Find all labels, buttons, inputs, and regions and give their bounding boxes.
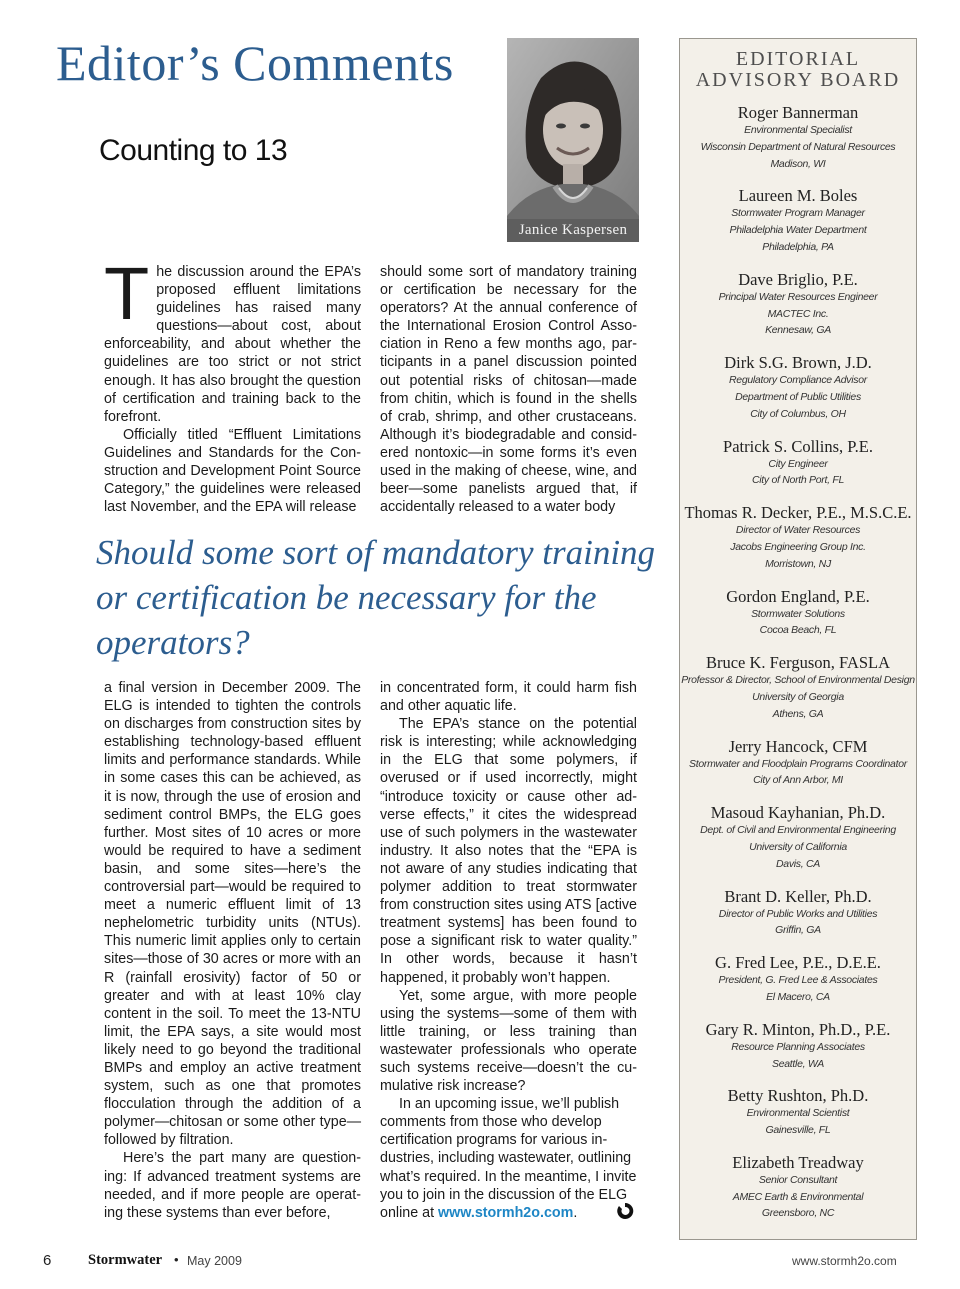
board-member [680, 503, 916, 572]
board-member-name: Bruce K. Ferguson, FASLA [705, 653, 891, 673]
issue-date: May 2009 [187, 1254, 242, 1268]
board-member [680, 1020, 916, 1073]
article-column-2b [380, 679, 637, 1222]
board-member-name: Brant D. Keller, Ph.D. [724, 886, 872, 906]
board-member [680, 186, 916, 255]
board-member-detail: Principal Water Resources Engineer [718, 290, 878, 303]
board-member-detail: Morristown, NJ [765, 557, 831, 570]
board-member-detail: Cocoa Beach, FL [759, 624, 837, 637]
board-member-detail: Resource Planning Associates [731, 1040, 865, 1053]
board-member [680, 353, 916, 422]
board-member [680, 103, 916, 172]
board-member-name: Thomas R. Decker, P.E., M.S.C.E. [684, 503, 912, 523]
board-member-detail: Professor & Director, School of Environmental Design [681, 674, 915, 687]
board-member [680, 1086, 916, 1139]
footer-url[interactable]: www.stormh2o.com [792, 1254, 897, 1268]
board-member-name: Roger Bannerman [737, 103, 859, 122]
board-member-detail: City of Ann Arbor, MI [753, 774, 843, 787]
page-title: Editor’s Comments [56, 35, 454, 91]
board-member-name: Gary R. Minton, Ph.D., P.E. [705, 1019, 891, 1039]
board-member-detail: Director of Public Works and Utilities [718, 907, 878, 920]
article-column-1a [104, 252, 361, 516]
board-member-name: Jerry Hancock, CFM [728, 736, 868, 756]
paragraph: should some sort of mandatory training or certification be necessary for the operators? At the annual conference of the International Erosion Control Association in Reno a few months ago, participants in a panel discussion pointed out potential risks of chitosan—made from chitin, which is found in the shells of crab, shrimp, and other crustaceans. Although it’s biodegradable and considered nontoxic—in some forms it’s even used in the making of cheese, wine, and beer—some panelists argued that, if accidentally released to a water body [380, 264, 637, 516]
board-member [680, 1153, 916, 1222]
board-member-detail: Philadelphia, PA [762, 240, 834, 253]
portrait-illustration [507, 38, 639, 242]
board-member-detail: Wisconsin Department of Natural Resources [700, 140, 896, 153]
article-headline: Counting to 13 [99, 134, 288, 167]
board-member [680, 437, 916, 490]
paragraph: The EPA’s stance on the potential risk is interesting; while acknowledging in the ELG that some polymers, if overused or if used incorrectly, might “introduce toxicity or cause other adverse effects,” it cites the widespread use of such polymers in the wastewater industry. It also notes that the “EPA is not aware of any studies indicating that polymer addition to treat stormwater from construction sites using ATS [active treatment systems] has been found to pose a significant risk to water quality.” In other words, because it hasn’t happened, it probably won’t happen. [380, 716, 637, 986]
board-member-name: Laureen M. Boles [738, 186, 858, 206]
board-member-detail: City of North Port, FL [751, 474, 844, 487]
board-member-detail: University of Georgia [752, 690, 844, 703]
drop-cap: T [104, 252, 150, 335]
page-number: 6 [43, 1252, 52, 1269]
board-member-detail: City Engineer [768, 457, 828, 470]
paragraph: he discussion around the EPA’s proposed effluent limitations guidelines has raised many questions—about cost, about enforceability, and about whether the guidelines are too strict or not strict enough. It has also brought the question of certification and training back to the forefront. [104, 264, 361, 425]
board-member [680, 653, 916, 722]
board-member-detail: MACTEC Inc. [767, 307, 829, 320]
board-member-detail: Senior Consultant [758, 1173, 838, 1186]
board-member [680, 953, 916, 1006]
board-member-detail: University of California [749, 840, 847, 853]
website-link[interactable]: www.stormh2o.com [438, 1204, 574, 1221]
board-member [680, 270, 916, 339]
board-member-name: Dirk S.G. Brown, J.D. [724, 353, 872, 373]
board-member [680, 587, 916, 640]
paragraph: Here’s the part many are questioning: If advanced treatment systems are needed, and if more people are operating these systems than ever before, [104, 1150, 361, 1221]
board-member-detail: Davis, CA [776, 857, 820, 870]
board-member-detail: Gainesville, FL [765, 1124, 831, 1137]
board-member-detail: Seattle, WA [772, 1057, 824, 1070]
board-member-detail: Stormwater Solutions [751, 607, 845, 620]
board-member [680, 887, 916, 940]
board-member-name: Gordon England, P.E. [726, 586, 870, 606]
board-member-name: Patrick S. Collins, P.E. [723, 436, 873, 456]
board-member-name: Betty Rushton, Ph.D. [727, 1086, 869, 1106]
board-member-detail: Regulatory Compliance Advisor [729, 374, 867, 387]
end-mark-icon [616, 1202, 634, 1220]
board-member-detail: Jacobs Engineering Group Inc. [730, 540, 866, 553]
board-member-list [680, 103, 916, 1222]
editorial-advisory-board [679, 38, 917, 1240]
board-member-detail: President, G. Fred Lee & Associates [718, 974, 878, 987]
paragraph: In an upcoming issue, we’ll publish comments from those who develop certification programs for various industries, including wastewater, outlining what’s required. In the meantime, I invite you to join in the discussion of the ELG online at [380, 1096, 637, 1221]
board-member-detail: El Macero, CA [766, 990, 830, 1003]
board-member-detail: Griffin, GA [775, 924, 821, 937]
board-title: EDITORIAL ADVISORY BOARD [695, 48, 901, 91]
paragraph: in concentrated form, it could harm fish and other aquatic life. [380, 680, 637, 715]
paragraph: Yet, some argue, with more people using the systems—some of them with little training, or less training than wastewater professionals who operate such systems receive—doesn’t the cumulative risk increase? [380, 987, 637, 1095]
board-member-detail: AMEC Earth & Environmental [732, 1190, 864, 1203]
board-member-detail: Madison, WI [770, 157, 826, 170]
paragraph: a final version in December 2009. The ELG is intended to tighten the controls on discharges from construction sites by establishing technology-based effluent limits and performance standards. While in some cases this can be achieved, as it is now, through the use of erosion and sediment control BMPs, the ELG goes further. Most sites of 10 acres or more would be required to have a sediment basin, and some sites—here’s the controversial part—would be required to meet a numeric effluent limit of 13 nephelometric turbidity units (NTUs). This numeric limit applies only to certain sites—those of 30 acres or more with an R (rainfall erosivity) factor of 50 or greater and with at least 10% clay content in the soil. To meet the 13-NTU limit, the EPA says, a site would most likely need to go beyond the traditional BMPs and employ an active treatment system, such as one that promotes flocculation through the addition of a polymer—chitosan or some other type—followed by filtration. [104, 680, 361, 1149]
footer-bullet: • [174, 1252, 179, 1267]
board-member-name: Dave Briglio, P.E. [738, 269, 858, 289]
board-member-detail: Environmental Scientist [746, 1107, 850, 1120]
board-member-detail: City of Columbus, OH [750, 407, 846, 420]
board-member-detail: Environmental Specialist [744, 124, 852, 136]
board-member-detail: Director of Water Resources [735, 524, 861, 537]
board-member-detail: Athens, GA [772, 707, 824, 720]
editor-photo [507, 38, 639, 242]
board-member-detail: Stormwater Program Manager [731, 207, 865, 220]
photo-caption: Janice Kaspersen [507, 219, 639, 242]
board-member-detail: Philadelphia Water Department [729, 224, 867, 237]
article-column-2a [380, 263, 637, 516]
board-member-name: Masoud Kayhanian, Ph.D. [710, 803, 886, 823]
board-member-detail: Greensboro, NC [761, 1207, 835, 1220]
board-member-detail: Stormwater and Floodplain Programs Coordinator [689, 757, 907, 770]
paragraph: Officially titled “Effluent Limitations Guidelines and Standards for the Construction and Development Point Source Category,” the guidelines were released last November, and the EPA will release [104, 426, 361, 516]
board-member-detail: Kennesaw, GA [765, 324, 831, 337]
magazine-name: Stormwater [88, 1252, 163, 1268]
board-member-detail: Dept. of Civil and Environmental Engineering [700, 824, 896, 837]
pull-quote: Should some sort of mandatory training or certification be necessary for the operators? [96, 533, 656, 662]
article-column-1b [104, 679, 361, 1222]
board-member [680, 803, 916, 872]
board-member-detail: Department of Public Utilities [735, 390, 861, 403]
board-member-name: G. Fred Lee, P.E., D.E.E. [715, 953, 881, 973]
board-member [680, 737, 916, 790]
period: . [573, 1204, 578, 1221]
board-member-name: Elizabeth Treadway [732, 1152, 864, 1172]
